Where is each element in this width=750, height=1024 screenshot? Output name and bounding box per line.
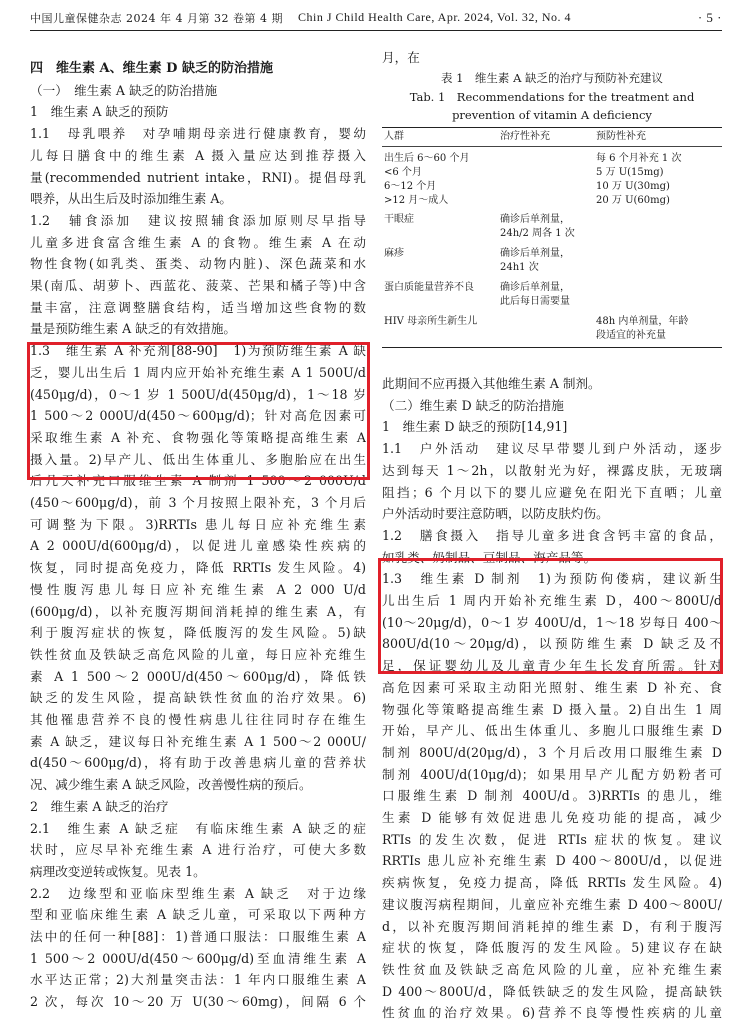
text-line: 月，在 — [382, 50, 420, 65]
text-line: 2.2 边缘型和亚临床型维生素 A 缺乏 对于边缘 — [30, 885, 366, 901]
table-cell: 每 6 个月补充 1 次 — [596, 153, 682, 164]
text-line: 量丰富，注意调整膳食结构，适当增加这些食物的数 — [30, 299, 366, 315]
table-cell: 确诊后单剂量， — [500, 214, 570, 225]
text-line: 性贫血的治疗效果。6)营养不良等慢性疾病的儿童 — [382, 1005, 722, 1021]
table-cell: 5 万 U(15mg) — [596, 167, 664, 178]
text-line: 状时，应尽早补充维生素 A 进行治疗，可使大多数 — [30, 842, 366, 858]
text-line: 型和亚临床维生素 A 缺乏儿童，可采取以下两种方 — [30, 907, 366, 923]
text-line: 物强化等策略提高维生素 D 摄入量。2)自出生 1 周 — [382, 701, 722, 717]
text-line: 况、减少维生素 A 缺乏风险，改善慢性病的预后。 — [30, 777, 312, 793]
text-line: RTIs 的发生次数，促进 RTIs 症状的恢复。建议 — [382, 831, 722, 847]
text-line: 1.1 户外活动 建议尽早带婴儿到户外活动，逐步 — [382, 441, 722, 457]
table-cell: 24h1 次 — [500, 262, 539, 273]
text-line: d，以补充腹泻期间消耗掉的维生素 D，有利于腹泻 — [382, 918, 722, 934]
table-caption-cn: 表 1 维生素 A 缺乏的治疗与预防补充建议 — [440, 71, 664, 85]
text-line: 1.3 维生素 D 制剂 1)为预防佝偻病，建议新生 — [382, 571, 722, 587]
text-line: 后几天补充口服维生素 A 制剂 1 500～2 000U/d — [30, 473, 366, 489]
text-line: 量是预防维生素 A 缺乏的有效措施。 — [30, 321, 237, 337]
table-top-rule — [382, 127, 722, 128]
table-bottom-rule — [382, 347, 722, 348]
text-line: (450～600μg/d)，前 3 个月按照上限补充，3 个月后 — [30, 495, 366, 510]
text-line: 1.3 维生素 A 补充剂[88-90] 1)为预防维生素 A 缺 — [30, 343, 366, 359]
text-line: 慢性腹泻患儿每日应补充维生素 A 2 000 U/d — [30, 581, 366, 597]
text-line: 1 500～2 000U/d(450～600μg/d)至血清维生素 A — [30, 950, 366, 966]
table-cell: 蛋白质能量营养不良 — [384, 282, 474, 293]
text-line: 800U/d(10～20μg/d)，以预防维生素 D 缺乏及不 — [382, 636, 722, 652]
text-line: 可调整为下限。3)RRTIs 患儿每日应补充维生素 — [30, 516, 366, 532]
text-line: RRTIs 患儿应补充维生素 D 400～800U/d，以促进 — [382, 853, 722, 869]
text-line: 其他罹患营养不良的慢性病患儿往往同时存在维生 — [30, 712, 366, 727]
running-header-journal-en: Chin J Child Health Care, Apr. 2024, Vol. 32, No. 4 — [298, 10, 572, 24]
table-cell: 段适宜的补充量 — [596, 330, 666, 341]
text-line: 1 500～2 000U/d(450～600μg/d)；针对高危因素可 — [30, 408, 366, 424]
table-cell: 6～12 个月 — [384, 181, 437, 192]
text-line: 缺乏的发生风险，提高缺铁性贫血的治疗效果。6) — [30, 690, 366, 706]
text-line: 高危因素可采取主动阳光照射、维生素 D 补充、食 — [382, 679, 722, 695]
text-line: 此期间不应再摄入其他维生素 A 制剂。 — [382, 376, 601, 391]
table-cell: 干眼症 — [384, 214, 414, 225]
table-cell: 20 万 U(60mg) — [596, 195, 670, 206]
text-line: 足，保证婴幼儿及儿童青少年生长发育所需。针对 — [382, 658, 722, 674]
text-line: 量(recommended nutrient intake，RNI)。提倡母乳 — [30, 169, 366, 185]
table-cell: 24h/2 周各 1 次 — [500, 228, 575, 239]
text-line: 素 A 缺乏，建议每日补充维生素 A 1 500～2 000U/ — [30, 733, 366, 749]
text-line: 症状的恢复，降低腹泻的发生风险。5)建议存在缺 — [382, 940, 722, 956]
text-line: （二）维生素 D 缺乏的防治措施 — [382, 397, 564, 413]
table-caption-en-1: Tab. 1 Recommendations for the treatment and — [409, 90, 695, 104]
table-cell: >12 月～成人 — [384, 195, 449, 206]
vitamin-a-table — [382, 127, 722, 347]
text-line: d(450～600μg/d)，将有助于改善患病儿童的营养状 — [30, 755, 366, 771]
text-line: 2 次，每次 10～20 万 U(30～60mg)，间隔 6 个 — [30, 994, 366, 1010]
text-line: 户外活动时要注意防晒，以防皮肤灼伤。 — [382, 506, 609, 522]
text-line: 阻挡；6 个月以下的婴儿应避免在阳光下直晒；儿童 — [382, 484, 722, 500]
text-line: 素 A 1 500～2 000U/d(450～600μg/d)，降低铁 — [30, 668, 366, 684]
text-line: 生素 D 能够有效促进患儿免疫功能的提高，减少 — [382, 810, 722, 825]
table-caption-en-2: prevention of vitamin A deficiency — [452, 108, 652, 122]
text-line: 2.1 维生素 A 缺乏症 有临床维生素 A 缺乏的症 — [30, 820, 366, 836]
text-line: 1.2 膳食摄入 指导儿童多进食含钙丰富的食品， — [382, 527, 722, 543]
header-rule — [30, 30, 722, 31]
text-line: 法中的任何一种[88]：1)普通口服法：口服维生素 A — [30, 929, 366, 944]
text-line: (600μg/d)，以补充腹泻期间消耗掉的维生素 A，有 — [30, 603, 366, 619]
table-cell: HIV 母亲所生新生儿 — [384, 316, 478, 327]
text-line: (450μg/d)，0～1 岁 1 500U/d(450μg/d)，1～18 岁 — [30, 386, 366, 402]
table-cell: 麻疹 — [384, 248, 404, 259]
table-cell: 确诊后单剂量， — [500, 248, 570, 259]
text-line: （一） 维生素 A 缺乏的防治措施 — [30, 82, 218, 98]
table-header-cell: 预防性补充 — [596, 131, 646, 142]
table-cell: 10 万 U(30mg) — [596, 181, 670, 192]
text-line: 摄入量。2)早产儿、低出生体重儿、多胞胎应在出生 — [30, 451, 366, 467]
text-line: 口服维生素 D 制剂 400U/d。3)RRTIs 的患儿，维 — [382, 788, 722, 804]
text-line: 1.1 母乳喂养 对孕哺期母亲进行健康教育，婴幼 — [30, 126, 366, 142]
text-line: 2 维生素 A 缺乏的治疗 — [30, 798, 169, 814]
table-header-rule — [382, 146, 722, 147]
text-line: 开始，早产儿、低出生体重儿、多胞儿口服维生素 D — [382, 723, 722, 739]
text-line: 疾病恢复，免疫力提高，降低 RRTIs 发生风险。4) — [382, 875, 722, 891]
text-line: 果(南瓜、胡萝卜、西蓝花、菠菜、芒果和橘子等)中含 — [30, 278, 366, 293]
text-line: 达到每天 1～2h，以散射光为好，裸露皮肤，无玻璃 — [382, 462, 722, 478]
page-number: · 5 · — [697, 10, 722, 25]
text-line: 乏，婴儿出生后 1 周内应开始补充维生素 A 1 500U/d — [30, 364, 366, 380]
table-cell: 此后每日需要量 — [500, 296, 570, 307]
text-line: A 2 000U/d(600μg/d)，以促进儿童感染性疾病的 — [30, 538, 366, 554]
text-line: (10～20μg/d)，0～1 岁 400U/d，1～18 岁每日 400～ — [382, 614, 722, 630]
table-header-cell: 治疗性补充 — [500, 131, 550, 142]
text-line: 物性食物(如乳类、蛋类、动物内脏)、深色蔬菜和水 — [30, 256, 366, 272]
text-line: 利于腹泻症状的恢复，降低腹泻的发生风险。5)缺 — [30, 625, 366, 641]
text-line: 1.2 辅食添加 建议按照辅食添加原则尽早指导 — [30, 212, 366, 228]
text-line: 喂养，从出生后及时添加维生素 A。 — [30, 191, 233, 207]
text-line: 儿每日膳食中的维生素 A 摄入量应达到推荐摄入 — [30, 147, 366, 163]
text-line: 建议腹泻病程期间，儿童应补充维生素 D 400～800U/ — [382, 896, 722, 912]
table-cell: 48h 内单剂量，年龄 — [596, 316, 689, 327]
text-line: 制剂 400U/d(10μg/d)；如果用早产儿配方奶粉者可 — [382, 766, 722, 782]
text-line: 水平达正常；2)大剂量突击法：1 年内口服维生素 A — [30, 972, 366, 988]
text-line: 铁性贫血及铁缺乏高危风险的儿童，每日应补充维生 — [30, 646, 366, 662]
text-line: 恢复，同时提高免疫力，降低 RRTIs 发生风险。4) — [30, 560, 366, 576]
text-line: 1 维生素 A 缺乏的预防 — [30, 104, 169, 120]
text-line: 采取维生素 A 补充、食物强化等策略提高维生素 A — [30, 429, 366, 445]
text-line: 儿童多进食富含维生素 A 的食物。维生素 A 在动 — [30, 234, 366, 250]
text-line: 儿出生后 1 周内开始补充维生素 D，400～800U/d — [382, 593, 722, 608]
text-line: 制剂 800U/d(20μg/d)，3 个月后改用口服维生素 D — [382, 744, 722, 760]
text-line: 如乳类、奶制品、豆制品、海产品等。 — [382, 549, 597, 565]
text-line: 铁性贫血及铁缺乏高危风险的儿童，应补充维生素 — [382, 961, 722, 977]
text-line: D 400～800U/d，降低铁缺乏的发生风险，提高缺铁 — [382, 983, 722, 999]
table-cell: <6 个月 — [384, 167, 422, 178]
running-header-journal-cn: 中国儿童保健杂志 2024 年 4 月第 32 卷第 4 期 — [30, 12, 283, 25]
text-line: 1 维生素 D 缺乏的预防[14,91] — [382, 419, 568, 435]
table-cell: 确诊后单剂量， — [500, 282, 570, 293]
table-header-cell: 人群 — [384, 131, 404, 142]
text-line: 四 维生素 A、维生素 D 缺乏的防治措施 — [30, 61, 273, 76]
text-line: 病理改变逆转或恢复。见表 1。 — [30, 863, 206, 879]
table-cell: 出生后 6～60 个月 — [384, 153, 470, 164]
